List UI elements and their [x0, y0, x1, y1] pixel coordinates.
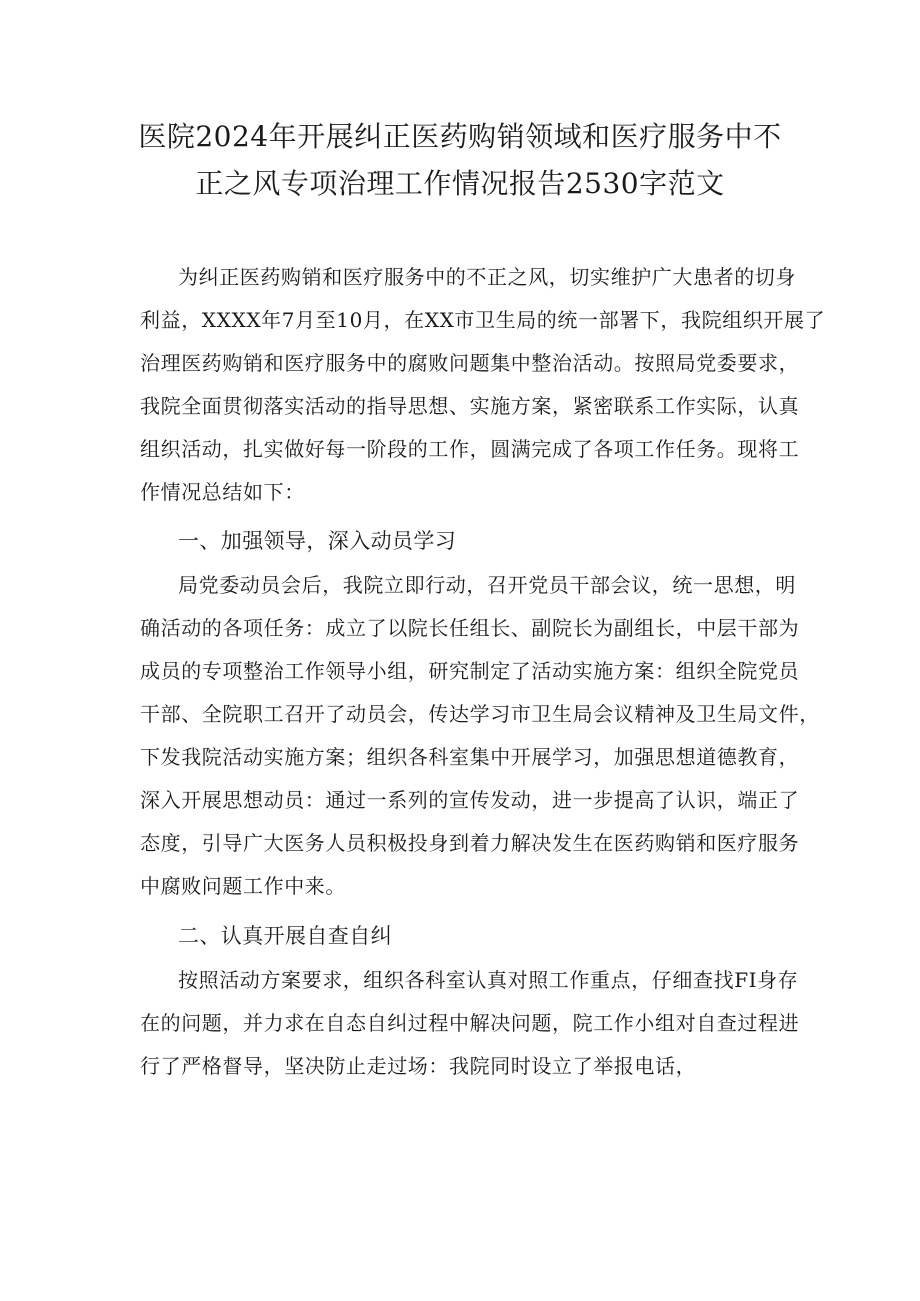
intro-line-5: 组织活动，扎实做好每一阶段的工作，圆满完成了各项工作任务。现将工: [140, 437, 800, 461]
document-title-line-1: 医院2024年开展纠正医药购销领域和医疗服务中不: [138, 120, 782, 153]
section1-line-5: 下发我院活动实施方案；组织各科室集中开展学习，加强思想道德教育，: [140, 745, 800, 769]
section1-line-8: 中腐败问题工作中来。: [140, 874, 346, 898]
intro-line-1: 为纠正医药购销和医疗服务中的不正之风，切实维护广大患者的切身: [178, 265, 796, 289]
document-title-line-2: 正之风专项治理工作情况报告2530字范文: [195, 167, 725, 200]
section1-line-3: 成员的专项整治工作领导小组，研究制定了活动实施方案：组织全院党员: [140, 659, 800, 683]
section-heading-2: 二、认真开展自查自纠: [178, 924, 392, 948]
intro-line-2: 利益，XXXX年7月至10月，在XX市卫生局的统一部署下，我院组织开展了: [140, 308, 826, 332]
intro-line-3: 治理医药购销和医疗服务中的腐败问题集中整治活动。按照局党委要求，: [140, 351, 800, 375]
section1-line-6: 深入开展思想动员：通过一系列的宣传发动，进一步提高了认识，端正了: [140, 788, 800, 812]
intro-line-4: 我院全面贯彻落实活动的指导思想、实施方案，紧密联系工作实际，认真: [140, 394, 800, 418]
section2-line-1: 按照活动方案要求，组织各科室认真对照工作重点，仔细查找FI身存: [178, 968, 799, 992]
section1-line-7: 态度，引导广大医务人员积极投身到着力解决发生在医药购销和医疗服务: [140, 831, 800, 855]
section1-line-1: 局党委动员会后，我院立即行动，召开党员干部会议，统一思想，明: [178, 573, 796, 597]
section1-line-2: 确活动的各项任务：成立了以院长任组长、副院长为副组长，中层干部为: [140, 616, 800, 640]
intro-line-6: 作情况总结如下：: [140, 480, 305, 504]
section2-line-3: 行了严格督导，坚决防止走过场：我院同时设立了举报电话，: [140, 1054, 697, 1078]
section2-line-2: 在的问题，并力求在自态自纠过程中解决问题，院工作小组对自查过程进: [140, 1011, 800, 1035]
section1-line-4: 干部、全院职工召开了动员会，传达学习市卫生局会议精神及卫生局文件，: [140, 702, 820, 726]
section-heading-1: 一、加强领导，深入动员学习: [178, 529, 457, 553]
